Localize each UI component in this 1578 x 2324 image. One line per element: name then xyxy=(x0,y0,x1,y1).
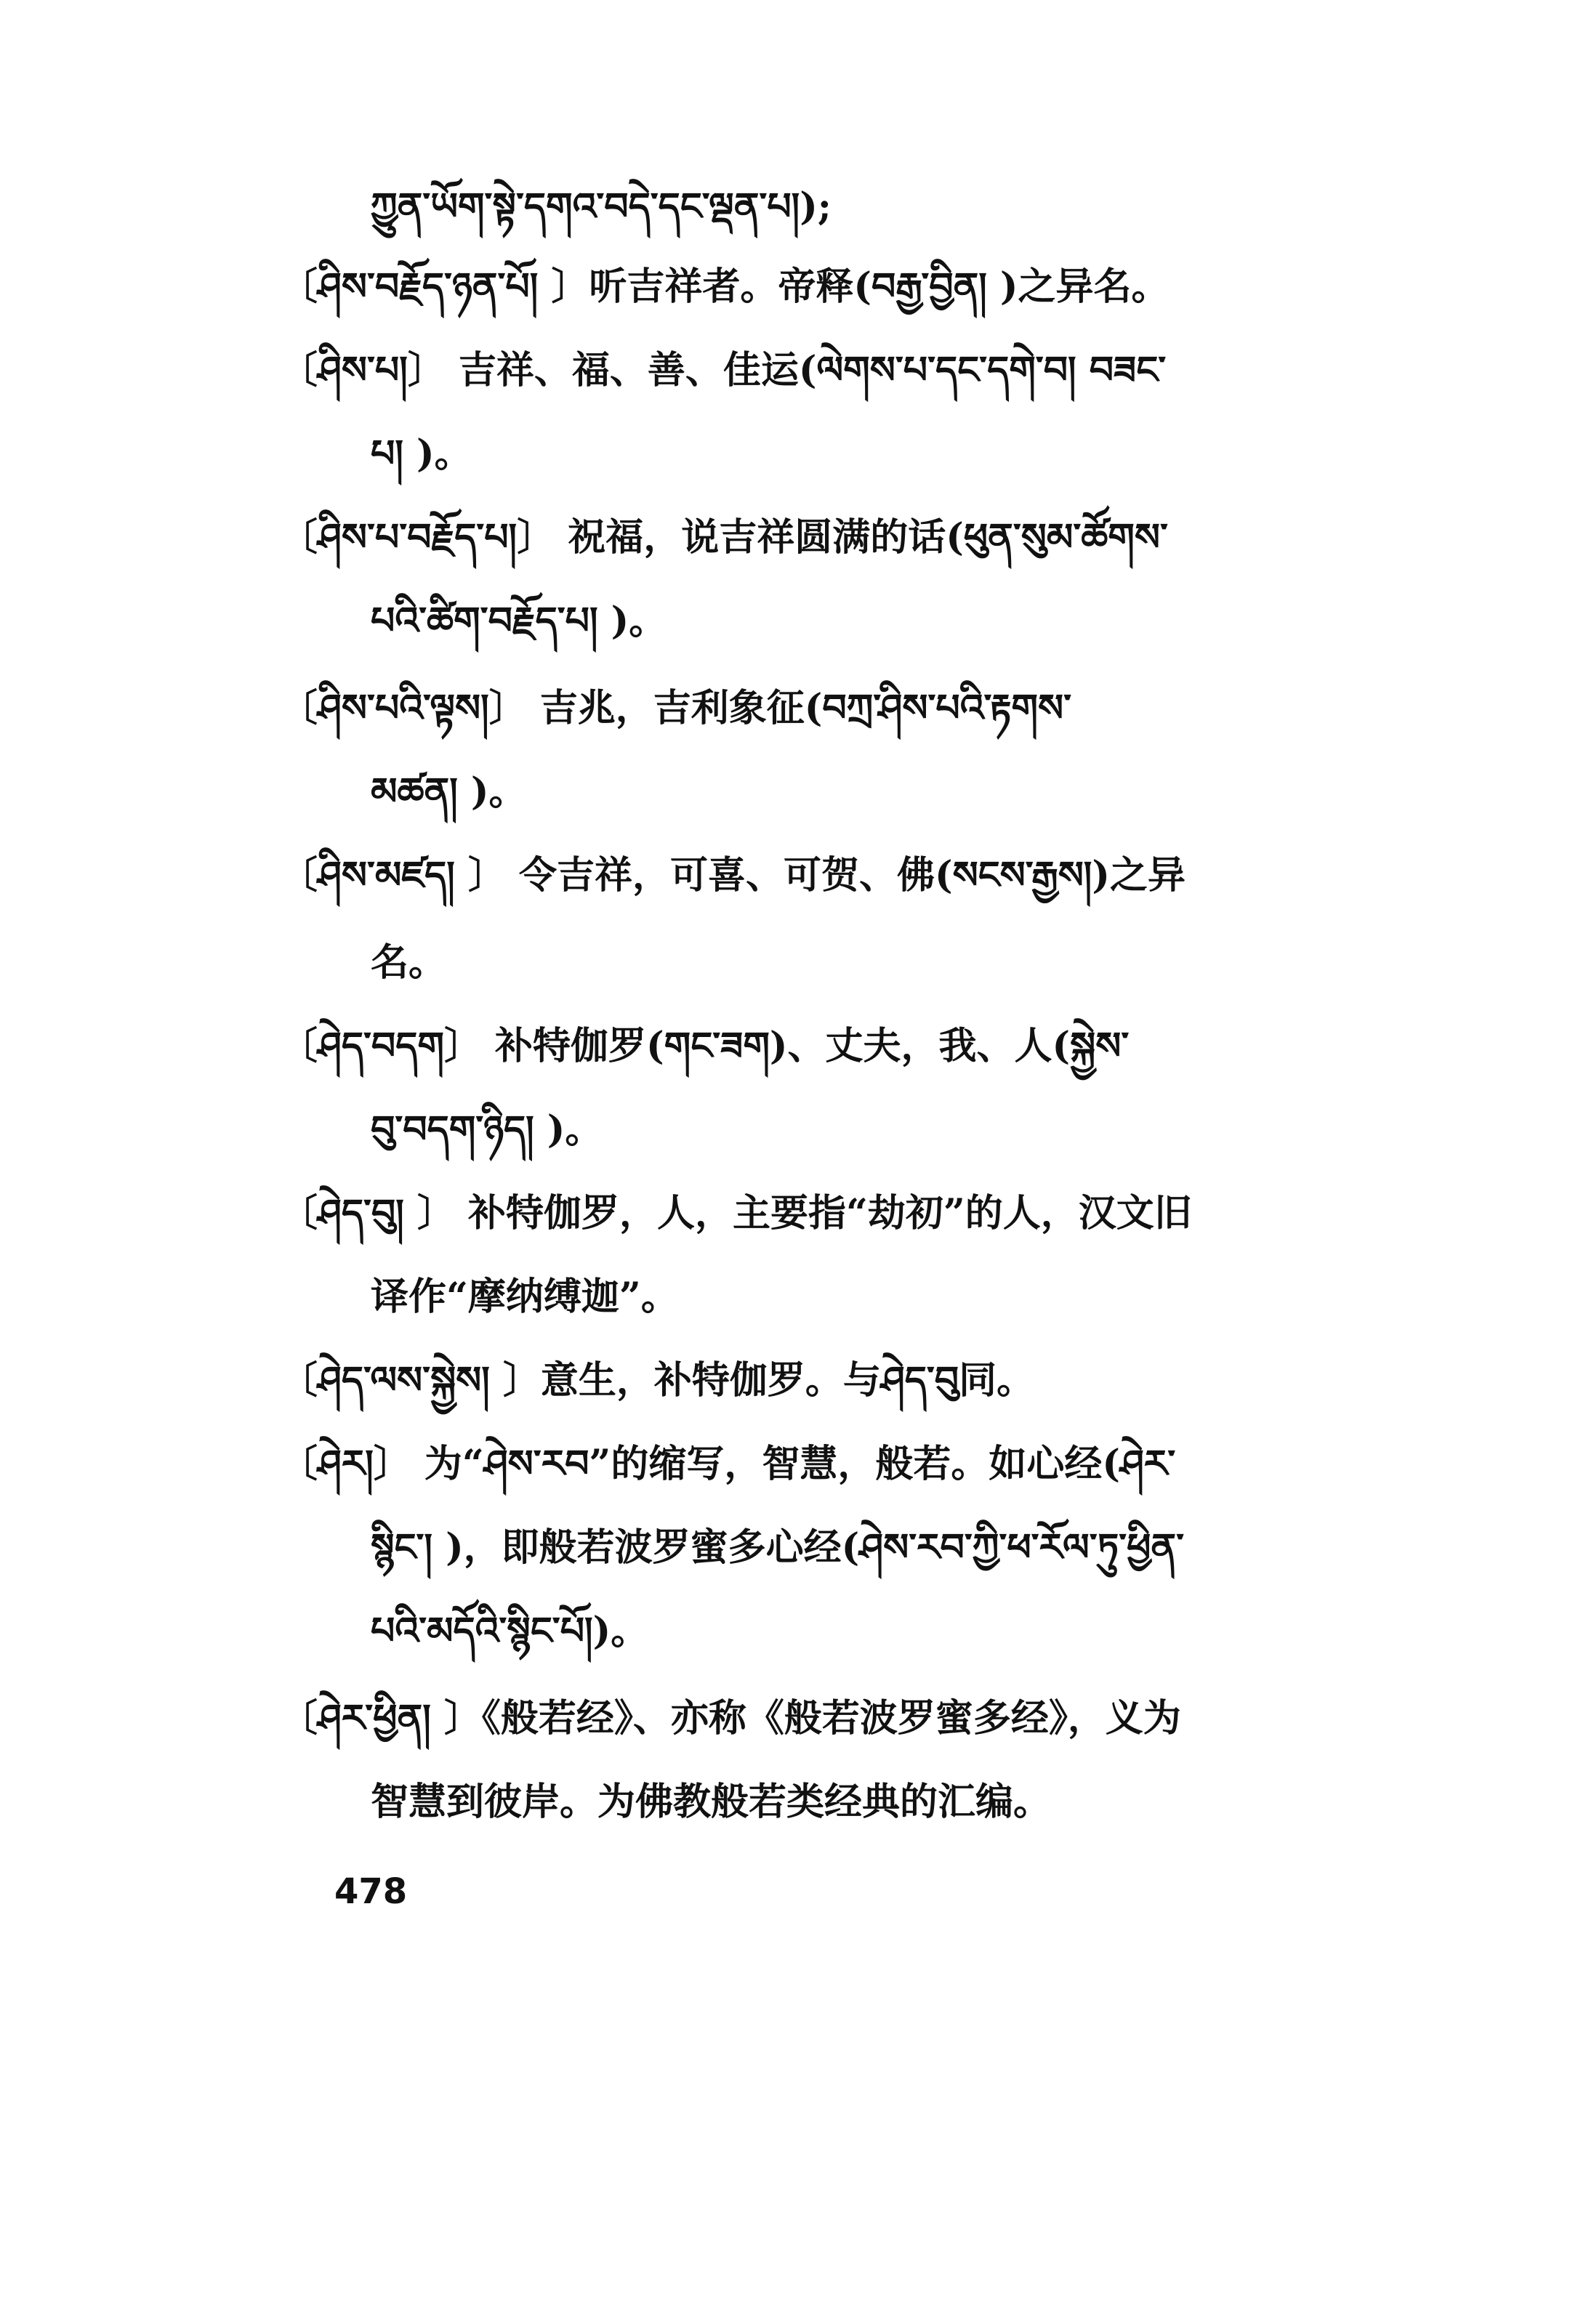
entry-continuation-line: 智慧到彼岸。为佛教般若类经典的汇编。 xyxy=(371,1780,1052,1824)
entry-continuation-line: 名。 xyxy=(371,940,447,985)
entry-continuation-line: པའི་མདོའི་སྙིང་པོ།)。 xyxy=(371,1609,649,1653)
entry-continuation-line: མཚན། )。 xyxy=(371,770,527,814)
entry-continuation-line: པའི་ཚིག་བརྗོད་པ། )。 xyxy=(371,599,667,643)
dictionary-entry: 〔ཤེད་བདག〕 补特伽罗(གང་ཟག)、丈夫，我、人(སྐྱེས་ xyxy=(280,1024,1130,1068)
dictionary-entry: 〔ཤིས་པ་བརྗོད་པ།〕 祝福，说吉祥圆满的话(ཕུན་སུམ་ཚོགས་ xyxy=(280,515,1168,560)
dictionary-entry: 〔ཤིས་བརྗོད་ཉན་པོ། 〕听吉祥者。帝释(བརྒྱ་བྱིན། )之异名。 xyxy=(280,265,1170,309)
entry-continuation-line: སྙིང་། )，即般若波罗蜜多心经(ཤེས་རབ་ཀྱི་ཕ་རོལ་ཏུ་ཕྱིན་ xyxy=(371,1525,1185,1570)
dictionary-entry: 〔ཤེད་ལས་སྐྱེས། 〕意生，补特伽罗。与ཤེད་བུ同。 xyxy=(280,1358,1035,1403)
entry-continuation-line: 译作“摩纳缚迦”。 xyxy=(371,1275,679,1319)
dictionary-entry: 〔ཤེར་ཕྱིན། 〕《般若经》、亦称《般若波罗蜜多经》，义为 xyxy=(280,1696,1181,1740)
dictionary-entry: 〔ཤེར།〕 为“ཤེས་རབ”的缩写，智慧，般若。如心经(ཤེར་ xyxy=(280,1442,1176,1486)
dictionary-entry: 〔ཤིས་མཛད། 〕 令吉祥，可喜、可贺、佛(སངས་རྒྱས།)之异 xyxy=(280,853,1185,897)
dictionary-entry: 〔ཤིས་པ།〕 吉祥、福、善、佳运(ལེགས་པ་དང་དགེ་བ། བཟང་ xyxy=(280,348,1167,392)
entry-continuation-line: བུ་བདག་ཉིད། )。 xyxy=(371,1107,603,1152)
dictionary-entry: 〔ཤེད་བུ། 〕 补特伽罗，人，主要指“劫初”的人，汉文旧 xyxy=(280,1191,1192,1235)
dictionary-entry: 〔ཤིས་པའི་ལྟས།〕 吉兆，吉利象征(བཀྲ་ཤིས་པའི་རྟགས་ xyxy=(280,686,1071,730)
page-number: 478 xyxy=(334,1871,408,1912)
entry-continuation-line: ཀྱུན་ཡོག་སྟེ་དགའ་བདེ་དང་ལྡན་པ།); xyxy=(371,185,832,229)
entry-continuation-line: པ། )。 xyxy=(371,432,472,476)
